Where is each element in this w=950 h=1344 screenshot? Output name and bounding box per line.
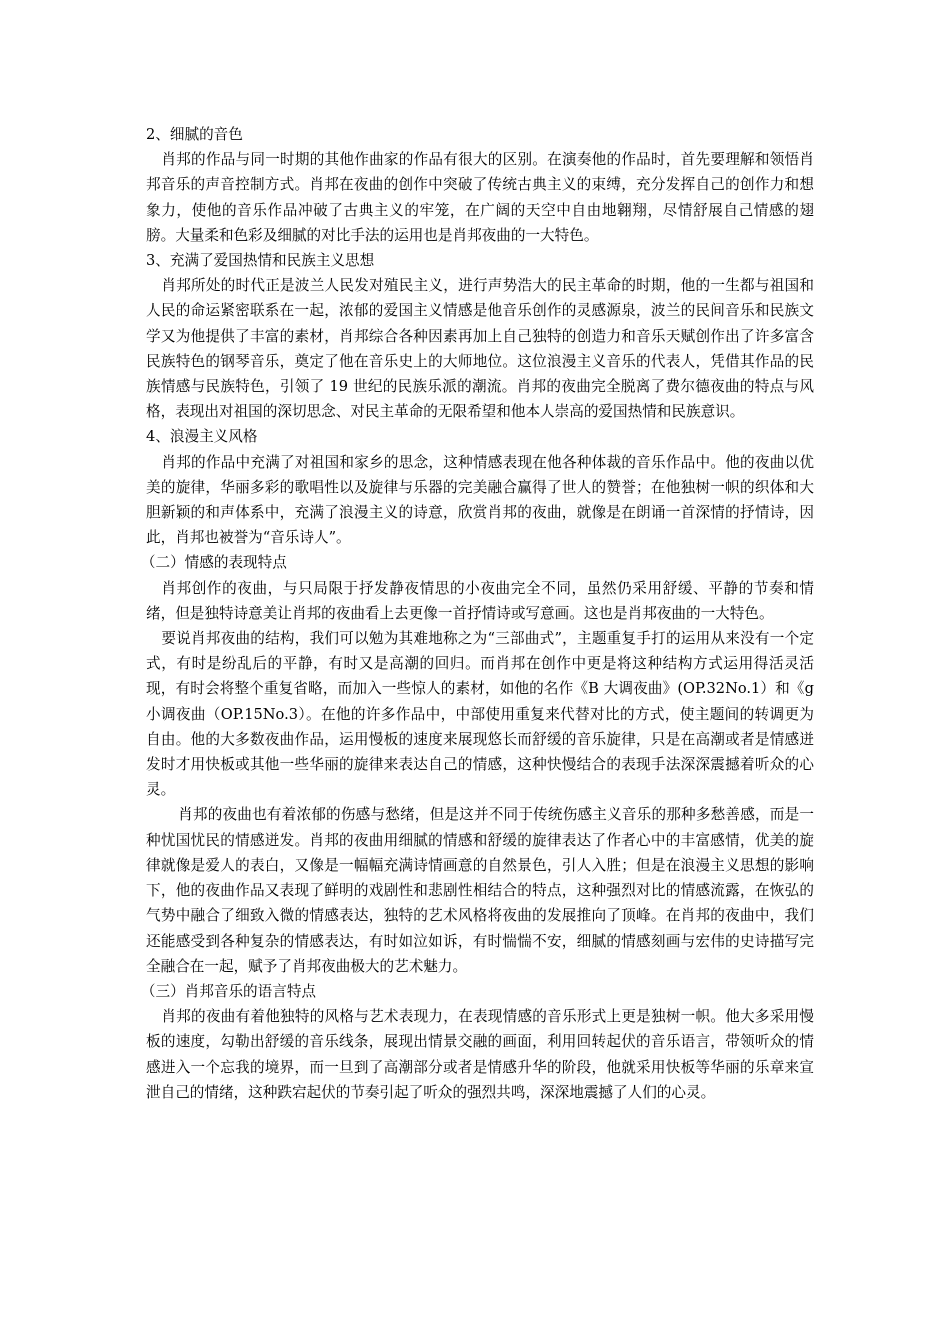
section-heading-patriotism: 3、充满了爱国热情和民族主义思想	[146, 252, 375, 270]
document-page	[140, 122, 814, 1105]
paragraph-romanticism: 肖邦的作品中充满了对祖国和家乡的思念，这种情感表现在他各种体裁的音乐作品中。他的夜曲以优美的旋律，华丽多彩的歌唱性以及旋律与乐器的完美融合赢得了世人的赞誉；在他独树一帜的织体和大胆新颖的和声体系中，充满了浪漫主义的诗意，欣赏肖邦的夜曲，就像是在朗诵一首深情的抒情诗，因此，肖邦也被誉为“音乐诗人”。	[146, 453, 814, 547]
paragraph-timbre: 肖邦的作品与同一时期的其他作曲家的作品有很大的区别。在演奏他的作品时，首先要理解和领悟肖邦音乐的声音控制方式。肖邦在夜曲的创作中突破了传统古典主义的束缚，充分发挥自己的创作力和想象力，使他的音乐作品冲破了古典主义的牢笼，在广阔的天空中自由地翱翔，尽情舒展自己情感的翅膀。大量柔和色彩及细腻的对比手法的运用也是肖邦夜曲的一大特色。	[146, 151, 814, 244]
paragraph-language: 肖邦的夜曲有着他独特的风格与艺术表现力，在表现情感的音乐形式上更是独树一帜。他大多采用慢板的速度，勾勒出舒缓的音乐线条，展现出情景交融的画面，利用回转起伏的音乐语言，带领听众的情感进入一个忘我的境界，而一旦到了高潮部分或者是情感升华的阶段，他就采用快板等华丽的乐章来宣泄自己的情绪，这种跌宕起伏的节奏引起了听众的强烈共鸣，深深地震撼了人们的心灵。	[146, 1008, 814, 1101]
paragraph-emotion-3: 肖邦的夜曲也有着浓郁的伤感与愁绪，但是这并不同于传统伤感主义音乐的那种多愁善感，而是一种忧国忧民的情感迸发。肖邦的夜曲用细腻的情感和舒缓的旋律表达了作者心中的丰富感情，优美的旋律就像是爱人的表白，又像是一幅幅充满诗情画意的自然景色，引人入胜；但是在浪漫主义思想的影响下，他的夜曲作品又表现了鲜明的戏剧性和悲剧性相结合的特点，这种强烈对比的情感流露，在恢弘的气势中融合了细致入微的情感表达，独特的艺术风格将夜曲的发展推向了顶峰。在肖邦的夜曲中，我们还能感受到各种复杂的情感表达，有时如泣如诉，有时惴惴不安，细腻的情感刻画与宏伟的史诗描写完全融合在一起，赋予了肖邦夜曲极大的艺术魅力。	[146, 806, 814, 975]
section-heading-timbre: 2、细腻的音色	[146, 126, 243, 143]
paragraph-emotion-1: 肖邦创作的夜曲，与只局限于抒发静夜情思的小夜曲完全不同，虽然仍采用舒缓、平静的节奏和情绪，但是独特诗意美让肖邦的夜曲看上去更像一首抒情诗或写意画。这也是肖邦夜曲的一大特色。	[146, 579, 814, 622]
part-heading-language: （三）肖邦音乐的语言特点	[140, 982, 317, 1000]
paragraph-emotion-2: 要说肖邦夜曲的结构，我们可以勉为其难地称之为“三部曲式”，主题重复手打的运用从来没有一个定式，有时是纷乱后的平静，有时又是高潮的回归。而肖邦在创作中更是将这种结构方式运用得活灵活现，有时会将整个重复省略，而加入一些惊人的素材，如他的名作《B 大调夜曲》(OP.32No.1）和《g 小调夜曲（OP.15No.3）。在他的许多作品中，中部使用重复来代替对比的方式，使主题间的转调更为自由。他的大多数夜曲作品，运用慢板的速度来展现悠长而舒缓的音乐旋律，只是在高潮或者是情感迸发时才用快板或其他一些华丽的旋律来表达自己的情感，这种快慢结合的表现手法深深震撼着听众的心灵。	[146, 630, 814, 799]
paragraph-patriotism: 肖邦所处的时代正是波兰人民发对殖民主义，进行声势浩大的民主革命的时期，他的一生都与祖国和人民的命运紧密联系在一起，浓郁的爱国主义情感是他音乐创作的灵感源泉，波兰的民间音乐和民族文学又为他提供了丰富的素材，肖邦综合各种因素再加上自己独特的创造力和音乐天赋创作出了许多富含民族特色的钢琴音乐，奠定了他在音乐史上的大师地位。这位浪漫主义音乐的代表人，凭借其作品的民族情感与民族特色，引领了 19 世纪的民族乐派的潮流。肖邦的夜曲完全脱离了费尔德夜曲的特点与风格，表现出对祖国的深切思念、对民主革命的无限希望和他本人崇高的爱国热情和民族意识。	[146, 277, 814, 421]
part-heading-emotion: （二）情感的表现特点	[140, 554, 287, 572]
section-heading-romanticism: 4、浪漫主义风格	[146, 428, 258, 446]
